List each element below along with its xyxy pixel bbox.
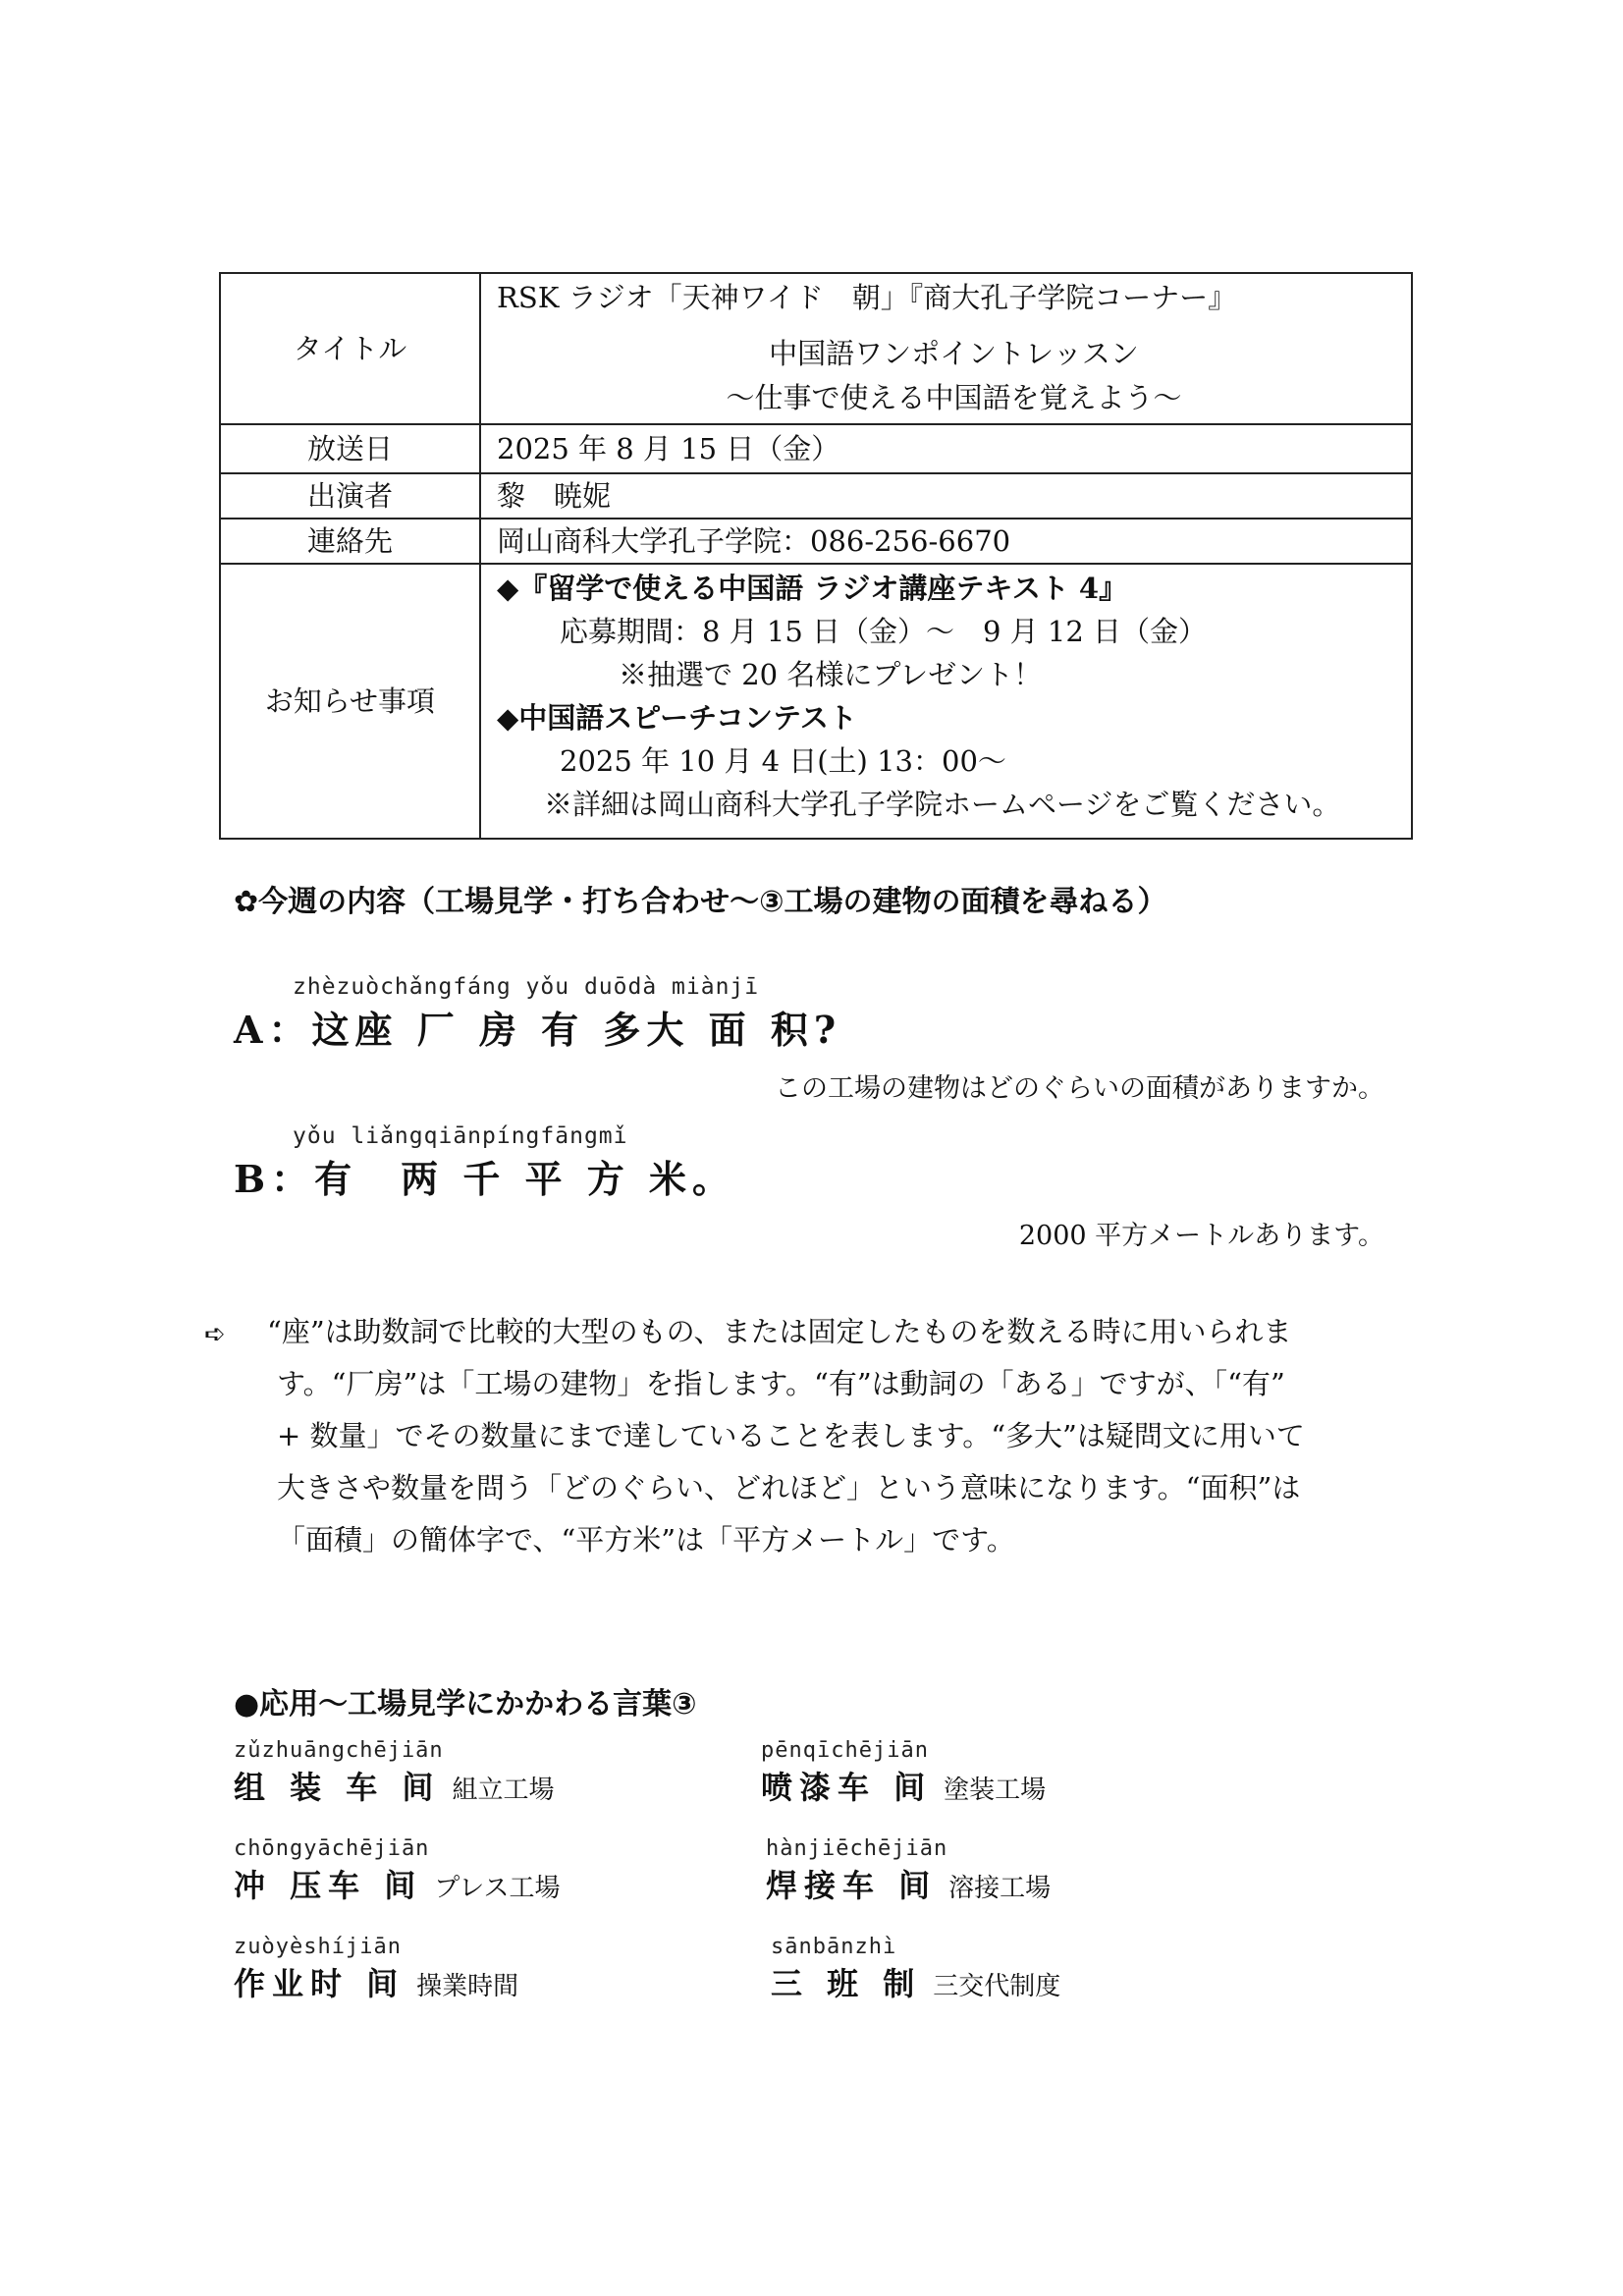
explanation-note xyxy=(267,1306,1411,1566)
notice-line-5: 2025 年 10 月 4 日(土) 13：00～ xyxy=(560,744,1006,778)
note-line-1: “座”は助数詞で比較的大型のもの、または固定したものを数える時に用いられま xyxy=(267,1315,1292,1348)
cast-row xyxy=(220,473,1412,519)
notice-value xyxy=(480,564,1412,839)
dialog-b-text: B：有 两 千 平 方 米。 xyxy=(234,1157,736,1201)
vocab-item xyxy=(766,1836,1051,1906)
contact-row xyxy=(220,519,1412,564)
weekly-heading: ✿今週の内容（工場見学・打ち合わせ～③工場の建物の面積を尋ねる） xyxy=(234,885,1167,919)
contact-value: 岡山商科大学孔子学院：086-256-6670 xyxy=(480,519,1412,564)
dialog-a-pinyin: zhèzuòchǎngfáng yǒu duōdà miànjī xyxy=(293,974,760,1000)
vocab-meaning: 三交代制度 xyxy=(933,1972,1061,2001)
vocab-word: 焊接车 间 xyxy=(766,1867,938,1904)
vocab-meaning: プレス工場 xyxy=(434,1874,561,1903)
title-row xyxy=(220,273,1412,424)
title-line-2: 中国語ワンポイントレッスン xyxy=(769,337,1139,370)
arrow-icon: ➪ xyxy=(204,1320,226,1349)
vocab-item xyxy=(234,1935,518,2004)
info-table xyxy=(219,272,1413,840)
vocab-meaning: 操業時間 xyxy=(416,1972,519,2001)
dialog-b-pinyin: yǒu liǎngqiānpíngfāngmǐ xyxy=(293,1123,628,1149)
vocab-meaning: 溶接工場 xyxy=(948,1874,1052,1903)
vocab-item xyxy=(761,1738,1046,1808)
vocab-meaning: 塗装工場 xyxy=(944,1776,1047,1805)
cast-value: 黎 暁妮 xyxy=(480,473,1412,519)
date-row xyxy=(220,424,1412,473)
note-line-4: 大きさや数量を問う「どのぐらい、どれほど」という意味になります。“面积”は xyxy=(277,1471,1301,1504)
vocab-pinyin: pēnqīchējiān xyxy=(761,1738,929,1763)
vocab-item xyxy=(234,1836,560,1906)
note-line-5: 「面積」の簡体字で、“平方米”は「平方メートル」です。 xyxy=(277,1523,1015,1557)
vocab-pinyin: zǔzhuāngchējiān xyxy=(234,1738,444,1763)
notice-line-3: ※抽選で 20 名様にプレゼント！ xyxy=(619,658,1043,691)
dialog-a-text: A：这座 厂 房 有 多大 面 积? xyxy=(234,1008,842,1052)
vocab-pinyin: hànjiēchējiān xyxy=(766,1836,948,1861)
contact-label: 連絡先 xyxy=(220,519,480,564)
application-heading: ●応用～工場見学にかかわる言葉③ xyxy=(234,1687,697,1722)
vocab-word: 喷漆车 间 xyxy=(761,1769,933,1806)
notice-line-4: ◆中国語スピーチコンテスト xyxy=(497,701,857,735)
title-value xyxy=(480,273,1412,424)
vocab-pinyin: chōngyāchējiān xyxy=(234,1836,430,1861)
date-label: 放送日 xyxy=(220,424,480,473)
dialog-b-translation: 2000 平方メートルあります。 xyxy=(1018,1221,1384,1251)
note-line-3: + 数量」でその数量にまで達していることを表します。“多大”は疑問文に用いて xyxy=(277,1419,1305,1452)
vocab-word: 冲 压车 间 xyxy=(234,1867,423,1904)
vocab-item xyxy=(771,1935,1060,2004)
vocab-pinyin: zuòyèshíjiān xyxy=(234,1935,402,1959)
vocab-word: 组 装 车 间 xyxy=(234,1769,441,1806)
vocab-item xyxy=(234,1738,554,1808)
notice-row xyxy=(220,564,1412,839)
notice-line-6: ※詳細は岡山商科大学孔子学院ホームページをご覧ください。 xyxy=(544,788,1341,821)
title-label: タイトル xyxy=(220,273,480,424)
notice-line-1: ◆『留学で使える中国語 ラジオ講座テキスト 4』 xyxy=(497,572,1128,605)
date-value: 2025 年 8 月 15 日（金） xyxy=(480,424,1412,473)
title-line-3: ～仕事で使える中国語を覚えよう～ xyxy=(726,381,1182,414)
notice-label: お知らせ事項 xyxy=(220,564,480,839)
vocab-word: 作业时 间 xyxy=(234,1965,406,2002)
vocab-pinyin: sānbānzhì xyxy=(771,1935,897,1959)
vocab-meaning: 組立工場 xyxy=(452,1776,555,1805)
notice-line-2: 応募期間：8 月 15 日（金）～ 9 月 12 日（金） xyxy=(560,615,1208,648)
cast-label: 出演者 xyxy=(220,473,480,519)
title-line-1: RSK ラジオ「天神ワイド 朝」『商大孔子学院コーナー』 xyxy=(497,281,1237,314)
dialog-a-translation: この工場の建物はどのぐらいの面積がありますか。 xyxy=(775,1073,1384,1104)
note-line-2: す。“厂房”は「工場の建物」を指します。“有”は動詞の「ある」ですが、「“有” xyxy=(277,1367,1285,1400)
vocab-word: 三 班 制 xyxy=(771,1965,922,2002)
